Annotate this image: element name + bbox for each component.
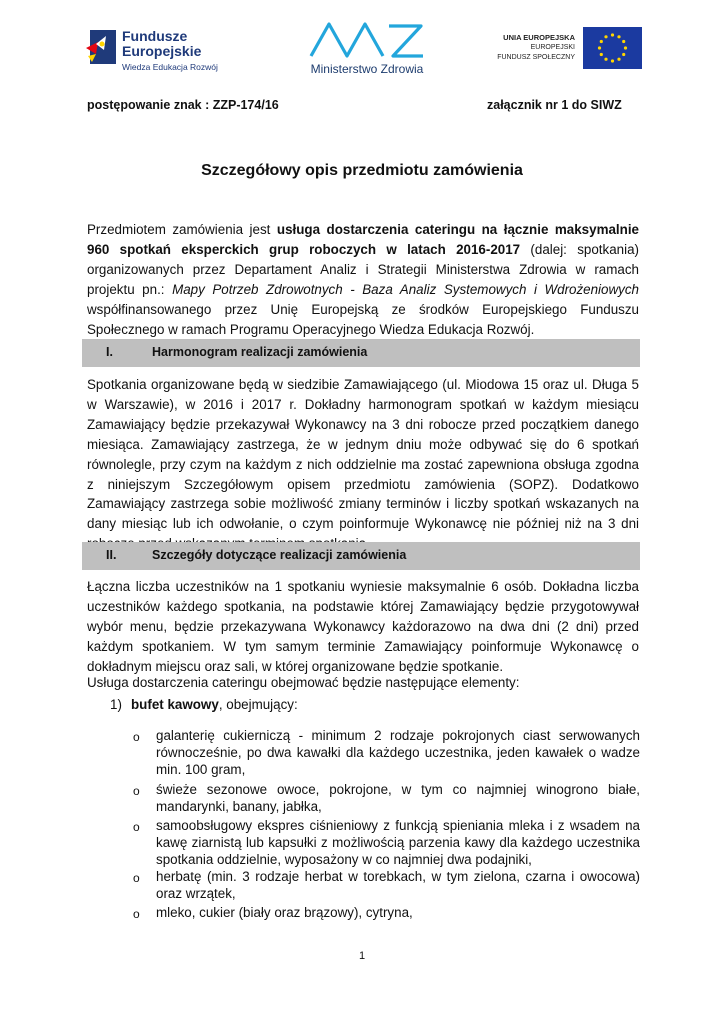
bullet-item-3: samoobsługowy ekspres ciśnieniowy z funkcją spieniania mleka i z wsadem na kawę ziarnistą lub kapsułki z możliwością parzenia kawy dla każdego uczestnika spotkania oddzielnie, wyposażony w co najmniej dwa podajniki, bbox=[156, 818, 640, 867]
intro-text-1: Przedmiotem zamówienia jest bbox=[87, 222, 277, 237]
ministerstwo-zdrowia-logo bbox=[303, 18, 431, 82]
bullet-marker: o bbox=[133, 820, 140, 834]
ue-logo-line2: EUROPEJSKI bbox=[530, 44, 575, 51]
reference-number: postępowanie znak : ZZP-174/16 bbox=[87, 98, 279, 112]
section-2-header bbox=[82, 542, 640, 570]
ue-logo-line3: FUNDUSZ SPOŁECZNY bbox=[497, 54, 575, 61]
bullet-item-2: świeże sezonowe owoce, pokrojone, w tym co najmniej winogrono białe, mandarynki, banany, jabłka, bbox=[156, 782, 640, 814]
section-2-text-1: Łączna liczba uczestników na 1 spotkaniu wyniesie maksymalnie 6 osób. Dokładna liczba uczestników każdego spotkania, na podstawie której Zamawiający będzie przygotowywał wybór menu, będzie przekazywana Wykonawcy każdorazowo na dwa dni (2 dni) przed każdym spotkaniem. W tym samym terminie Zamawiający poinformuje Wykonawcę o dokładnym miejscu oraz sali, w której organizowane będzie spotkanie. bbox=[87, 579, 639, 674]
eu-flag-icon bbox=[583, 27, 642, 69]
bullet-marker: o bbox=[133, 871, 140, 885]
fe-logo-line1: Fundusze bbox=[122, 28, 188, 44]
fe-logo-line3: Wiedza Edukacja Rozwój bbox=[122, 62, 218, 72]
section-2-title: Szczegóły dotyczące realizacji zamówienia bbox=[152, 548, 407, 562]
section-2-text-2: Usługa dostarczenia cateringu obejmować będzie następujące elementy: bbox=[87, 675, 520, 690]
intro-text-3: współfinansowanego przez Unię Europejską ze środków Europejskiego Funduszu Społecznego w ramach Programu Operacyjnego Wiedza Edukacja Rozwój. bbox=[87, 301, 639, 337]
intro-text-2: (dalej: spotkania) organizowanych przez Departament Analiz i Strategii Ministerstwa Zdrowia w ramach projektu pn.: bbox=[87, 241, 639, 297]
section-1-number: I. bbox=[106, 345, 113, 359]
bullet-item-5: mleko, cukier (biały oraz brązowy), cytryna, bbox=[156, 905, 413, 920]
section-1-text: Spotkania organizowane będą w siedzibie Zamawiającego (ul. Miodowa 15 oraz ul. Długa 5 w Warszawie), w 2016 i 2017 r. Dokładny harmonogram spotkań w każdym miesiącu Zamawiający będzie przekazywał Wykonawcy na 3 dni robocze przed początkiem danego miesiąca. Zamawiający zastrzega, że w jednym dniu może odbywać się do 6 spotkań równolegle, przy czym na każdym z nich oddzielnie ma zostać zapewniona obsługa zgodna z niniejszym Szczegółowym opisem przedmiotu zamówienia (SOPZ). Dodatkowo Zamawiający zastrzega sobie możliwość zmiany terminów i liczby spotkań wskazanych na dany miesiąc lub ich odwołanie, o czym poinformuje Wykonawcę nie później niż na 3 dni bbox=[87, 377, 639, 532]
page-number: 1 bbox=[358, 950, 366, 962]
unia-europejska-logo bbox=[475, 24, 645, 74]
bullet-marker: o bbox=[133, 730, 140, 744]
list-item-1-label bbox=[131, 697, 298, 712]
ue-logo-line1: UNIA EUROPEJSKA bbox=[503, 33, 575, 42]
list-item-1-rest: , obejmujący: bbox=[218, 697, 298, 712]
mz-wave-icon bbox=[309, 20, 425, 60]
bullet-marker: o bbox=[133, 784, 140, 798]
document-title: Szczegółowy opis przedmiotu zamówienia bbox=[201, 162, 523, 179]
intro-paragraph bbox=[87, 220, 639, 339]
section-2-number: II. bbox=[106, 548, 117, 562]
list-item-1-number: 1) bbox=[110, 697, 122, 712]
list-item-1-bold: bufet kawowy bbox=[131, 697, 219, 712]
section-1-header bbox=[82, 339, 640, 367]
section-1-title: Harmonogram realizacji zamówienia bbox=[152, 345, 368, 359]
intro-italic-1: Mapy Potrzeb Zdrowotnych - Baza Analiz Systemowych i Wdrożeniowych bbox=[172, 281, 639, 297]
fe-logo-line2: Europejskie bbox=[122, 43, 202, 59]
bullet-marker: o bbox=[133, 907, 140, 921]
fundusze-europejskie-logo bbox=[80, 20, 240, 82]
attachment-label: załącznik nr 1 do SIWZ bbox=[487, 98, 622, 112]
fe-star-icon bbox=[84, 26, 118, 66]
bullet-item-1: galanterię cukierniczą - minimum 2 rodzaje pokrojonych ciast serwowanych równocześnie, po dwa kawałki dla każdego uczestnika, jeden kawałek o wadze min. 100 gram, bbox=[156, 728, 640, 777]
intro-bold-1: usługa dostarczenia cateringu na łącznie maksymalnie 960 spotkań eksperckich grup roboczych w latach 2016-2017 bbox=[87, 222, 639, 257]
bullet-item-4: herbatę (min. 3 rodzaje herbat w torebkach, w tym zielona, czarna i owocowa) oraz wrzątek, bbox=[156, 869, 640, 901]
mz-logo-text: Ministerstwo Zdrowia bbox=[310, 62, 424, 76]
